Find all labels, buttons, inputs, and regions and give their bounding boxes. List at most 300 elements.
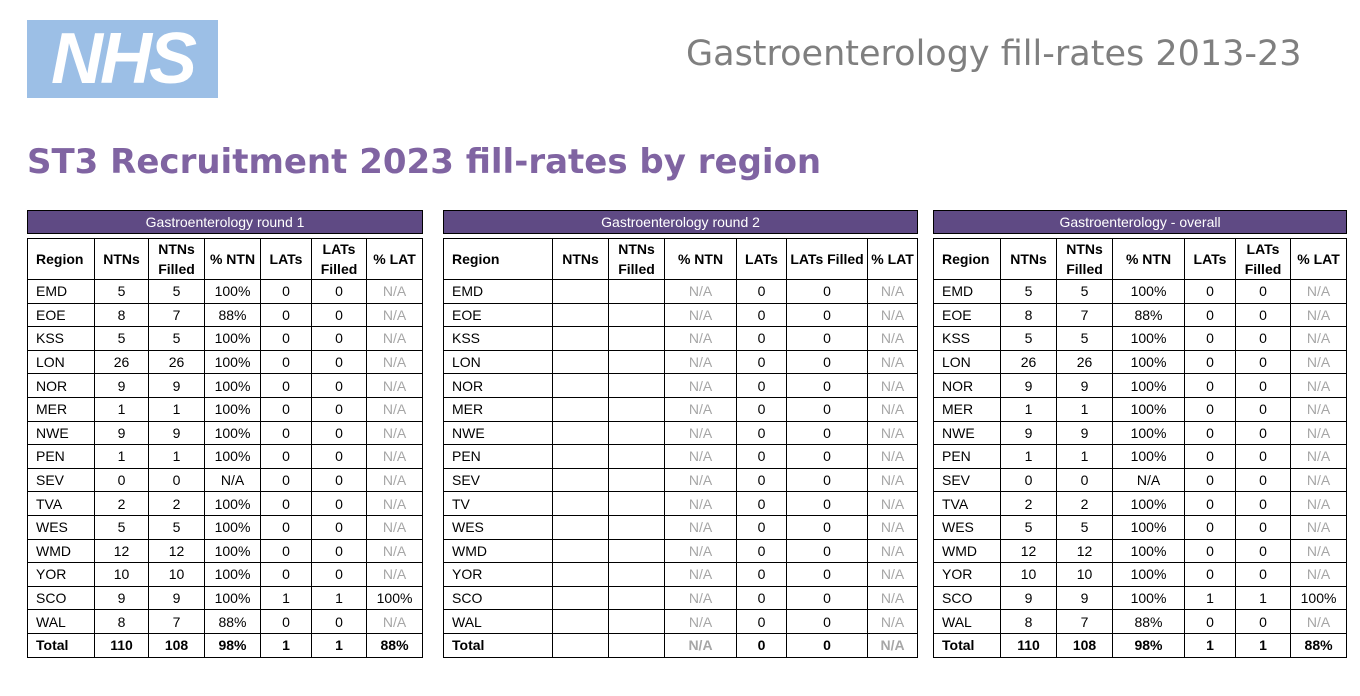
value-cell: 0 (1185, 397, 1236, 421)
value-cell: 2 (1001, 492, 1057, 516)
value-cell (609, 445, 665, 469)
value-cell: N/A (1291, 515, 1347, 539)
value-cell: N/A (665, 468, 737, 492)
table-row (444, 397, 918, 421)
value-cell (609, 563, 665, 587)
region-cell: NWE (934, 421, 1001, 445)
value-cell: 7 (149, 610, 205, 634)
value-cell: 0 (737, 610, 787, 634)
total-value: 0 (787, 633, 868, 657)
value-cell: 0 (787, 586, 868, 610)
value-cell: 26 (95, 350, 149, 374)
value-cell: 1 (1185, 586, 1236, 610)
table-row (934, 445, 1347, 469)
value-cell: N/A (367, 397, 423, 421)
value-cell: 0 (312, 492, 367, 516)
table-caption: Gastroenterology - overall (934, 211, 1347, 234)
total-label: Total (444, 633, 553, 657)
value-cell: 0 (737, 280, 787, 304)
value-cell: 0 (312, 610, 367, 634)
value-cell: 88% (1113, 303, 1185, 327)
region-cell: EOE (28, 303, 95, 327)
value-cell: 0 (312, 374, 367, 398)
value-cell: 0 (312, 327, 367, 351)
total-value: 108 (149, 633, 205, 657)
value-cell: N/A (367, 539, 423, 563)
value-cell (553, 350, 609, 374)
value-cell: 0 (737, 586, 787, 610)
value-cell: 9 (1001, 586, 1057, 610)
value-cell: N/A (1291, 374, 1347, 398)
table-row (28, 280, 423, 304)
value-cell: 1 (1236, 586, 1291, 610)
value-cell (553, 397, 609, 421)
value-cell: 0 (1236, 374, 1291, 398)
value-cell: 0 (737, 374, 787, 398)
value-cell: 0 (1185, 515, 1236, 539)
region-cell: SCO (28, 586, 95, 610)
table-row (444, 468, 918, 492)
value-cell: 1 (149, 397, 205, 421)
value-cell: 0 (787, 445, 868, 469)
value-cell: 0 (261, 350, 312, 374)
total-value: 98% (205, 633, 261, 657)
value-cell: N/A (665, 374, 737, 398)
value-cell: N/A (367, 492, 423, 516)
region-cell: EOE (444, 303, 553, 327)
region-cell: WAL (28, 610, 95, 634)
value-cell: N/A (665, 303, 737, 327)
table-row (28, 563, 423, 587)
value-cell: 0 (261, 303, 312, 327)
value-cell (609, 515, 665, 539)
value-cell: 100% (1113, 563, 1185, 587)
value-cell: 0 (261, 468, 312, 492)
value-cell: 0 (312, 515, 367, 539)
value-cell: 100% (205, 397, 261, 421)
total-value: 98% (1113, 633, 1185, 657)
value-cell: 88% (205, 610, 261, 634)
region-cell: EOE (934, 303, 1001, 327)
value-cell: 0 (787, 515, 868, 539)
value-cell: N/A (367, 374, 423, 398)
column-header: Region (444, 239, 553, 280)
value-cell: 5 (1001, 327, 1057, 351)
value-cell: 100% (1291, 586, 1347, 610)
region-cell: SCO (934, 586, 1001, 610)
value-cell: N/A (1291, 539, 1347, 563)
region-cell: LON (444, 350, 553, 374)
value-cell: 5 (1057, 327, 1113, 351)
table-row (28, 374, 423, 398)
column-header: % LAT (868, 239, 918, 280)
value-cell: 100% (367, 586, 423, 610)
value-cell: 0 (312, 303, 367, 327)
value-cell: 12 (149, 539, 205, 563)
column-header: LATs Filled (787, 239, 868, 280)
value-cell: 9 (95, 374, 149, 398)
value-cell: N/A (1291, 397, 1347, 421)
value-cell: 0 (787, 539, 868, 563)
table-row (934, 515, 1347, 539)
value-cell: 0 (737, 468, 787, 492)
value-cell: N/A (665, 445, 737, 469)
value-cell: N/A (367, 350, 423, 374)
column-header: % NTN (665, 239, 737, 280)
table-row (28, 303, 423, 327)
value-cell: N/A (868, 563, 918, 587)
value-cell: 100% (1113, 421, 1185, 445)
value-cell: N/A (665, 280, 737, 304)
value-cell: 0 (1001, 468, 1057, 492)
table-row (28, 421, 423, 445)
value-cell: 2 (1057, 492, 1113, 516)
value-cell: 26 (149, 350, 205, 374)
value-cell: 0 (312, 539, 367, 563)
value-cell: N/A (868, 610, 918, 634)
region-cell: WMD (28, 539, 95, 563)
value-cell: 0 (261, 374, 312, 398)
value-cell: N/A (1113, 468, 1185, 492)
total-value: 1 (1236, 633, 1291, 657)
value-cell: N/A (665, 563, 737, 587)
table-row (934, 492, 1347, 516)
table-row (934, 374, 1347, 398)
value-cell: 0 (1185, 280, 1236, 304)
table-row (28, 610, 423, 634)
table-row (444, 539, 918, 563)
region-cell: WAL (934, 610, 1001, 634)
region-cell: LON (28, 350, 95, 374)
value-cell: N/A (665, 350, 737, 374)
value-cell: 0 (312, 468, 367, 492)
value-cell: N/A (665, 515, 737, 539)
value-cell: 0 (787, 397, 868, 421)
total-value: N/A (868, 633, 918, 657)
header-row (28, 239, 423, 280)
value-cell: 5 (149, 327, 205, 351)
nhs-logo (27, 20, 218, 98)
value-cell: 10 (1057, 563, 1113, 587)
value-cell: 0 (787, 350, 868, 374)
value-cell: 9 (149, 421, 205, 445)
value-cell: N/A (868, 492, 918, 516)
value-cell: 0 (261, 492, 312, 516)
value-cell: 0 (737, 445, 787, 469)
total-row (444, 633, 918, 657)
value-cell (553, 327, 609, 351)
value-cell: 0 (1185, 421, 1236, 445)
value-cell: 0 (787, 563, 868, 587)
value-cell: 0 (1236, 280, 1291, 304)
region-cell: YOR (444, 563, 553, 587)
value-cell: 0 (787, 303, 868, 327)
table-row (934, 610, 1347, 634)
table-caption: Gastroenterology round 2 (444, 211, 918, 234)
value-cell: N/A (868, 421, 918, 445)
region-cell: EMD (444, 280, 553, 304)
value-cell: 1 (1057, 397, 1113, 421)
value-cell: 100% (1113, 539, 1185, 563)
value-cell (553, 563, 609, 587)
region-cell: WES (934, 515, 1001, 539)
value-cell: N/A (868, 350, 918, 374)
value-cell: 0 (1236, 303, 1291, 327)
total-label: Total (28, 633, 95, 657)
value-cell: N/A (367, 445, 423, 469)
value-cell: 5 (1057, 515, 1113, 539)
table-row (934, 397, 1347, 421)
value-cell: 0 (312, 397, 367, 421)
table-row (444, 586, 918, 610)
table-row (28, 397, 423, 421)
region-cell: KSS (444, 327, 553, 351)
value-cell: N/A (367, 303, 423, 327)
value-cell: N/A (367, 327, 423, 351)
value-cell: N/A (367, 468, 423, 492)
column-header: LATs (1185, 239, 1236, 280)
value-cell: 5 (1057, 280, 1113, 304)
value-cell: 0 (1185, 539, 1236, 563)
region-cell: WMD (934, 539, 1001, 563)
region-cell: KSS (28, 327, 95, 351)
table-row (934, 563, 1347, 587)
value-cell: 88% (205, 303, 261, 327)
total-value: 108 (1057, 633, 1113, 657)
value-cell: 5 (149, 515, 205, 539)
value-cell: N/A (1291, 468, 1347, 492)
value-cell: N/A (665, 586, 737, 610)
value-cell: 0 (787, 374, 868, 398)
value-cell: N/A (1291, 421, 1347, 445)
value-cell: 0 (1236, 327, 1291, 351)
value-cell: 100% (205, 350, 261, 374)
value-cell: 5 (1001, 280, 1057, 304)
value-cell: 0 (149, 468, 205, 492)
column-header: NTNs Filled (149, 239, 205, 280)
value-cell: 100% (1113, 374, 1185, 398)
value-cell (609, 610, 665, 634)
value-cell: N/A (665, 397, 737, 421)
value-cell: 100% (1113, 515, 1185, 539)
value-cell: 0 (1236, 445, 1291, 469)
value-cell: 0 (1236, 610, 1291, 634)
table-row (934, 303, 1347, 327)
value-cell: 0 (1185, 445, 1236, 469)
value-cell: 12 (1057, 539, 1113, 563)
value-cell: N/A (367, 563, 423, 587)
value-cell: 26 (1001, 350, 1057, 374)
region-cell: TV (444, 492, 553, 516)
region-cell: NWE (444, 421, 553, 445)
value-cell (609, 397, 665, 421)
value-cell: N/A (665, 327, 737, 351)
column-header: LATs Filled (312, 239, 367, 280)
value-cell: N/A (868, 374, 918, 398)
value-cell: 100% (1113, 586, 1185, 610)
value-cell: 0 (261, 445, 312, 469)
table-row (444, 492, 918, 516)
value-cell: 0 (787, 492, 868, 516)
value-cell: 0 (737, 303, 787, 327)
value-cell: 0 (1185, 492, 1236, 516)
value-cell (609, 374, 665, 398)
value-cell: 100% (1113, 280, 1185, 304)
column-header: % NTN (1113, 239, 1185, 280)
value-cell: 0 (737, 563, 787, 587)
value-cell: 100% (205, 515, 261, 539)
page-title: ST3 Recruitment 2023 fill-rates by region (27, 142, 822, 182)
value-cell (553, 421, 609, 445)
value-cell: N/A (367, 280, 423, 304)
column-header: % LAT (1291, 239, 1347, 280)
value-cell: 12 (95, 539, 149, 563)
table-row (934, 350, 1347, 374)
table-row (444, 303, 918, 327)
value-cell: 0 (737, 421, 787, 445)
value-cell (609, 303, 665, 327)
value-cell: 9 (1001, 421, 1057, 445)
region-cell: MER (934, 397, 1001, 421)
value-cell: N/A (1291, 303, 1347, 327)
value-cell: 0 (737, 515, 787, 539)
value-cell: 5 (1001, 515, 1057, 539)
value-cell: 0 (737, 492, 787, 516)
value-cell: 0 (1185, 327, 1236, 351)
total-value: 0 (737, 633, 787, 657)
table-row (444, 327, 918, 351)
total-value (609, 633, 665, 657)
value-cell: N/A (1291, 610, 1347, 634)
value-cell: 100% (205, 327, 261, 351)
value-cell: 0 (1236, 539, 1291, 563)
value-cell: N/A (665, 421, 737, 445)
column-header: NTNs (1001, 239, 1057, 280)
value-cell: 100% (205, 445, 261, 469)
value-cell: 0 (1185, 563, 1236, 587)
region-cell: TVA (934, 492, 1001, 516)
value-cell: N/A (665, 539, 737, 563)
value-cell: 9 (1001, 374, 1057, 398)
value-cell: 0 (1185, 350, 1236, 374)
table-row (444, 515, 918, 539)
region-cell: SEV (28, 468, 95, 492)
table-row (28, 586, 423, 610)
value-cell: 100% (205, 563, 261, 587)
value-cell (553, 303, 609, 327)
value-cell: 7 (1057, 610, 1113, 634)
column-header: Region (934, 239, 1001, 280)
fill-rate-table (933, 210, 1347, 658)
value-cell: 1 (95, 445, 149, 469)
region-cell: PEN (28, 445, 95, 469)
value-cell: 0 (312, 421, 367, 445)
table-caption: Gastroenterology round 1 (28, 211, 423, 234)
value-cell: 0 (312, 563, 367, 587)
region-cell: NOR (934, 374, 1001, 398)
value-cell: 0 (261, 421, 312, 445)
region-cell: WES (444, 515, 553, 539)
value-cell: N/A (868, 515, 918, 539)
value-cell: N/A (1291, 492, 1347, 516)
nhs-logo-text: NHS (50, 19, 194, 99)
value-cell: N/A (868, 397, 918, 421)
value-cell (609, 492, 665, 516)
column-header: NTNs Filled (1057, 239, 1113, 280)
total-label: Total (934, 633, 1001, 657)
column-header: % NTN (205, 239, 261, 280)
value-cell: 0 (1236, 563, 1291, 587)
value-cell: 0 (1236, 468, 1291, 492)
table-row (28, 515, 423, 539)
fill-rate-table (27, 210, 423, 658)
table-row (28, 539, 423, 563)
value-cell (609, 280, 665, 304)
value-cell: 100% (1113, 350, 1185, 374)
value-cell: 0 (261, 610, 312, 634)
value-cell: N/A (367, 610, 423, 634)
table-row (28, 327, 423, 351)
value-cell: 1 (95, 397, 149, 421)
value-cell (609, 468, 665, 492)
value-cell: 0 (1236, 397, 1291, 421)
value-cell: 0 (1236, 492, 1291, 516)
value-cell: N/A (868, 445, 918, 469)
region-cell: WAL (444, 610, 553, 634)
value-cell: 0 (261, 563, 312, 587)
total-value: 110 (1001, 633, 1057, 657)
region-cell: SCO (444, 586, 553, 610)
value-cell: 9 (95, 586, 149, 610)
region-cell: TVA (28, 492, 95, 516)
table-row (28, 445, 423, 469)
value-cell: 0 (787, 468, 868, 492)
value-cell (553, 445, 609, 469)
header-row (934, 239, 1347, 280)
value-cell: 0 (787, 610, 868, 634)
value-cell: 88% (1113, 610, 1185, 634)
table-row (934, 586, 1347, 610)
value-cell: 10 (149, 563, 205, 587)
value-cell: 0 (737, 327, 787, 351)
table-row (444, 374, 918, 398)
total-value (553, 633, 609, 657)
value-cell: N/A (868, 327, 918, 351)
value-cell: N/A (868, 468, 918, 492)
value-cell (609, 421, 665, 445)
value-cell: 100% (205, 280, 261, 304)
table-row (444, 350, 918, 374)
value-cell (609, 539, 665, 563)
total-value: 110 (95, 633, 149, 657)
value-cell: 9 (1057, 421, 1113, 445)
value-cell: 0 (312, 350, 367, 374)
value-cell: 100% (1113, 492, 1185, 516)
column-header: % LAT (367, 239, 423, 280)
value-cell: 2 (149, 492, 205, 516)
value-cell: 1 (1057, 445, 1113, 469)
value-cell: N/A (1291, 280, 1347, 304)
value-cell: 0 (312, 280, 367, 304)
column-header: NTNs (95, 239, 149, 280)
value-cell (553, 374, 609, 398)
total-value: 88% (367, 633, 423, 657)
region-cell: NOR (28, 374, 95, 398)
value-cell: 0 (787, 327, 868, 351)
value-cell: 9 (149, 586, 205, 610)
value-cell: 0 (261, 280, 312, 304)
value-cell: 1 (312, 586, 367, 610)
